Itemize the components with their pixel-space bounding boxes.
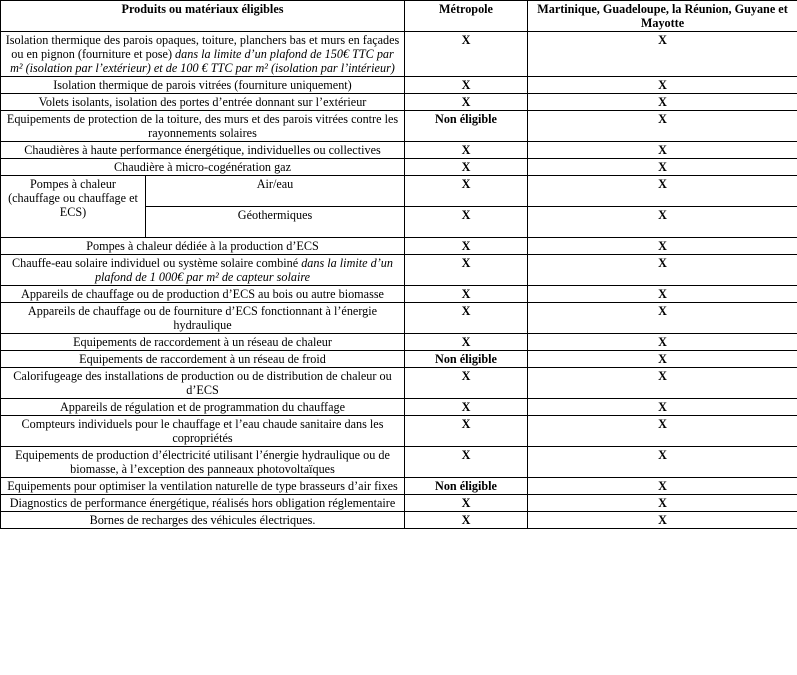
- dom-value: X: [528, 255, 797, 286]
- header-metropole: Métropole: [405, 1, 528, 32]
- table-row: [1, 334, 797, 351]
- dom-value: X: [528, 334, 797, 351]
- product-label-text: Equipements de raccordement à un réseau de froid: [79, 352, 326, 366]
- metropole-value: X: [405, 142, 528, 159]
- header-dom: Martinique, Guadeloupe, la Réunion, Guyane et Mayotte: [528, 1, 797, 32]
- product-label: [1, 111, 405, 142]
- table-row: [1, 478, 797, 495]
- metropole-value: X: [405, 238, 528, 255]
- dom-value: X: [528, 416, 797, 447]
- metropole-value: X: [405, 368, 528, 399]
- dom-value: X: [528, 238, 797, 255]
- table-row: [1, 32, 797, 77]
- table-row: [1, 142, 797, 159]
- table-row: [1, 159, 797, 176]
- table-row: [1, 77, 797, 94]
- metropole-value: X: [405, 159, 528, 176]
- product-label-text: Diagnostics de performance énergétique, réalisés hors obligation réglementaire: [9, 496, 396, 510]
- product-label: [1, 495, 405, 512]
- product-label-note: dans la limite d’un plafond de 1 000€ par m² de capteur solaire: [94, 256, 393, 284]
- dom-value: X: [528, 495, 797, 512]
- metropole-value: X: [405, 447, 528, 478]
- product-label-text: Chauffe-eau solaire individuel ou système solaire combiné: [12, 256, 302, 270]
- product-label: [1, 255, 405, 286]
- dom-value: X: [528, 159, 797, 176]
- metropole-value: X: [405, 32, 528, 77]
- metropole-value: Non éligible: [405, 111, 528, 142]
- product-label: [1, 303, 405, 334]
- product-label-text: Isolation thermique de parois vitrées (fourniture uniquement): [53, 78, 352, 92]
- metropole-value: X: [405, 77, 528, 94]
- table-row: [1, 512, 797, 529]
- product-label-text: Pompes à chaleur dédiée à la production d’ECS: [86, 239, 319, 253]
- product-label: [1, 368, 405, 399]
- product-label: [1, 32, 405, 77]
- dom-value: X: [528, 94, 797, 111]
- product-label-text: Calorifugeage des installations de production ou de distribution de chaleur ou d’ECS: [13, 369, 392, 397]
- dom-value: X: [528, 286, 797, 303]
- product-label-text: Appareils de chauffage ou de production d’ECS au bois ou autre biomasse: [21, 287, 384, 301]
- product-label: [1, 478, 405, 495]
- metropole-value: X: [405, 94, 528, 111]
- metropole-value: X: [405, 255, 528, 286]
- product-label: [1, 416, 405, 447]
- product-label-text: Bornes de recharges des véhicules électriques.: [89, 513, 316, 527]
- product-label: [1, 238, 405, 255]
- table-row: [1, 447, 797, 478]
- product-label-text: Isolation thermique des parois opaques, toiture, planchers bas et murs en façades ou en pignon (fourniture et pose): [5, 33, 400, 61]
- table-row: [1, 399, 797, 416]
- metropole-value: X: [405, 286, 528, 303]
- dom-value: X: [528, 77, 797, 94]
- metropole-value: Non éligible: [405, 351, 528, 368]
- product-label-text: Chaudières à haute performance énergétique, individuelles ou collectives: [24, 143, 381, 157]
- product-label-text: Compteurs individuels pour le chauffage et l’eau chaude sanitaire dans les copropriétés: [21, 417, 384, 445]
- dom-value: X: [528, 368, 797, 399]
- product-label: [1, 351, 405, 368]
- table-row: [1, 238, 797, 255]
- product-label-text: Equipements de protection de la toiture, des murs et des parois vitrées contre les rayonnements solaires: [6, 112, 399, 140]
- table-row: [1, 368, 797, 399]
- metropole-value: X: [405, 303, 528, 334]
- product-label-text: Volets isolants, isolation des portes d’entrée donnant sur l’extérieur: [38, 95, 367, 109]
- table-row: [1, 416, 797, 447]
- dom-value: X: [528, 351, 797, 368]
- table-row: [1, 255, 797, 286]
- product-label-text: Appareils de chauffage ou de fourniture d’ECS fonctionnant à l’énergie hydraulique: [27, 304, 378, 332]
- dom-value: X: [528, 399, 797, 416]
- product-label-text: Equipements de production d’électricité utilisant l’énergie hydraulique ou de biomasse, à l’exception des panneaux photovoltaïques: [15, 448, 390, 476]
- table-row: [1, 111, 797, 142]
- table-row: [1, 94, 797, 111]
- metropole-value: X: [405, 416, 528, 447]
- dom-value: X: [528, 447, 797, 478]
- product-label: [1, 142, 405, 159]
- product-label-text: Chaudière à micro-cogénération gaz: [114, 160, 291, 174]
- product-label: [1, 399, 405, 416]
- header-row: [1, 1, 797, 32]
- header-products: Produits ou matériaux éligibles: [1, 1, 405, 32]
- product-label: [1, 512, 405, 529]
- dom-value: X: [528, 478, 797, 495]
- sub-item-label: Géothermiques: [146, 207, 405, 238]
- product-label-text: Equipements de raccordement à un réseau de chaleur: [73, 335, 332, 349]
- table-row: [1, 495, 797, 512]
- dom-value: X: [528, 303, 797, 334]
- dom-value: X: [528, 142, 797, 159]
- metropole-value: X: [405, 176, 528, 207]
- product-label: [1, 94, 405, 111]
- product-label: [1, 334, 405, 351]
- table-row: [1, 351, 797, 368]
- product-label: [1, 159, 405, 176]
- sub-item-label: Air/eau: [146, 176, 405, 207]
- product-label: [1, 286, 405, 303]
- metropole-value: X: [405, 512, 528, 529]
- metropole-value: X: [405, 399, 528, 416]
- metropole-value: X: [405, 207, 528, 238]
- table-row: [1, 286, 797, 303]
- product-label-text: Appareils de régulation et de programmation du chauffage: [59, 400, 346, 414]
- dom-value: X: [528, 512, 797, 529]
- dom-value: X: [528, 176, 797, 207]
- metropole-value: X: [405, 495, 528, 512]
- product-label-note: dans la limite d’un plafond de 150€ TTC par m² (isolation par l’extérieur) et de 100 € TTC par m² (isolation par l’intérieur): [10, 47, 395, 75]
- dom-value: X: [528, 32, 797, 77]
- product-label-text: Equipements pour optimiser la ventilation naturelle de type brasseurs d’air fixes: [7, 479, 398, 493]
- metropole-value: Non éligible: [405, 478, 528, 495]
- table-row: [1, 176, 797, 207]
- dom-value: X: [528, 207, 797, 238]
- group-label: Pompes à chaleur (chauffage ou chauffage et ECS): [1, 176, 146, 238]
- product-label: [1, 77, 405, 94]
- dom-value: X: [528, 111, 797, 142]
- table-row: [1, 303, 797, 334]
- metropole-value: X: [405, 334, 528, 351]
- product-label: [1, 447, 405, 478]
